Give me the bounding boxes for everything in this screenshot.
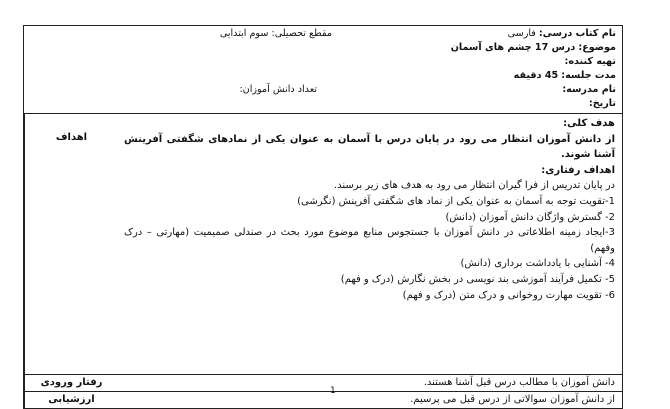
grade-label: مقطع تحصیلی:	[271, 28, 332, 39]
entry-behavior-row	[24, 375, 622, 392]
book-value: فارسی	[507, 28, 536, 39]
goal-item: 5- تکمیل فرآیند آموزشی بند نویسی در بخش نگارش (درک و فهم)	[340, 273, 615, 285]
preparer-line	[565, 55, 616, 69]
preparer-label: تهیه کننده:	[564, 56, 616, 67]
date-label: تاریخ:	[588, 98, 616, 109]
duration-value: 45 دقیقه	[513, 70, 559, 81]
goal-item: 4- آشنایی با یادداشت برداری (دانش)	[460, 258, 615, 270]
students-line	[239, 83, 317, 97]
topic-label: موضوع:	[578, 42, 616, 53]
entry-behavior-text: دانش آموزان با مطالب درس قبل آشنا هستند.	[423, 377, 615, 388]
assessment-text: از دانش آموزان سوالاتی از درس قبل می پرسیم.	[410, 394, 615, 405]
goal-item: 1-تقویت توجه به آسمان به عنوان یکی از نماد های شگفتی آفرینش (نگرشی)	[297, 195, 615, 207]
book-label: نام کتاب درسی:	[538, 28, 616, 39]
general-goal-title: هدف کلی:	[563, 118, 615, 129]
grade-line	[220, 27, 332, 41]
grade-value: سوم ابتدایی	[219, 28, 269, 39]
goal-item: 2- گسترش واژگان دانش آموزان (دانش)	[445, 211, 615, 223]
duration-line	[514, 69, 616, 83]
goal-item: 6- تقویت مهارت روخوانی و درک متن (درک و فهم)	[402, 289, 615, 301]
behavioral-goal-intro: در پایان تدریس از فرا گیران انتظار می رود به هدف های زیر برسند.	[333, 180, 615, 192]
general-goal-text: از دانش آموزان انتظار می رود در پایان درس با آسمان به عنوان یکی از نمادهای شگفتی آفرینش آشنا شوند.	[124, 133, 615, 161]
duration-label: مدت جلسه:	[561, 70, 616, 81]
lesson-plan-table	[23, 25, 623, 409]
goals-row	[24, 114, 622, 375]
header-block	[24, 26, 622, 114]
topic-line	[451, 41, 616, 55]
assessment-label: ارزشیابی	[24, 392, 118, 408]
school-label: نام مدرسه:	[562, 84, 616, 95]
behavioral-goal-title: اهداف رفتاری:	[541, 164, 615, 176]
page-number: 1	[330, 386, 336, 396]
assessment-row	[24, 392, 622, 408]
goals-label: اهداف	[24, 114, 118, 374]
topic-value: درس 17 چشم های آسمان	[450, 42, 576, 53]
school-line	[562, 83, 616, 97]
book-line	[508, 27, 616, 41]
entry-behavior-label: رفتار ورودی	[24, 375, 118, 391]
date-line	[589, 97, 616, 111]
goal-item: 3-ایجاد زمینه اطلاعاتی در دانش آموزان با جستجوس منابع موضوع مورد بحث در صندلی صمیمیت (مهارتی – درک وفهم)	[124, 227, 615, 254]
students-label: تعداد دانش آموزان:	[239, 84, 317, 95]
goals-content	[118, 114, 622, 374]
